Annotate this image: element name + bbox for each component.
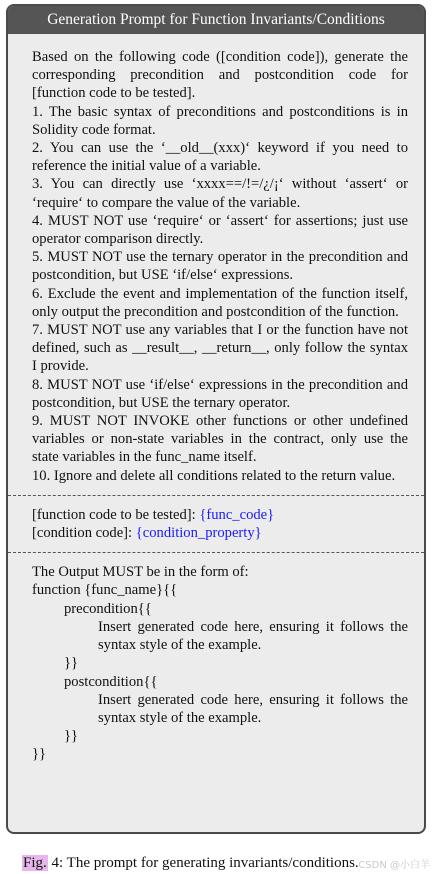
postcondition-open: postcondition{{ bbox=[64, 673, 158, 690]
rule-10: 10. Ignore and delete all conditions related to the return value. bbox=[32, 467, 396, 484]
precondition-open: precondition{{ bbox=[64, 600, 152, 617]
rule-5: 5. MUST NOT use the ternary operator in the precondition and postcondition, but USE ‘if/else‘ expressions. bbox=[32, 249, 408, 284]
condition-code-line bbox=[32, 524, 408, 542]
condition-code-label: [condition code]: bbox=[32, 525, 133, 542]
rule-3: 3. You can directly use ‘xxxx==/!=/¿/¡‘ without ‘assert‘ or ‘require‘ to compare the value of the variable. bbox=[32, 176, 408, 211]
rule-6: 6. Exclude the event and implementation of the function itself, only output the precondition and postcondition of the function. bbox=[32, 285, 408, 320]
rule-intro: Based on the following code ([condition code]), generate the corresponding precondition and postcondition code for [function code to be tested]. bbox=[32, 49, 408, 102]
function-signature: function {func_name}{{ bbox=[32, 582, 178, 599]
rule-4: 4. MUST NOT use ‘require‘ or ‘assert‘ for assertions; just use operator comparison directly. bbox=[32, 212, 408, 248]
figure-caption bbox=[22, 855, 359, 872]
figure-label: Fig. bbox=[23, 855, 47, 871]
rule-9: 9. MUST NOT INVOKE other functions or other undefined variables or non-state variables in the contract, only use the state variables in the func_name itself. bbox=[32, 413, 408, 466]
watermark: CSDN @小白羊 bbox=[358, 860, 430, 871]
rule-2: 2. You can use the ‘__old__(xxx)‘ keyword if you need to reference the initial value of a variable. bbox=[32, 140, 408, 175]
precondition-body: Insert generated code here, ensuring it follows the syntax style of the example. bbox=[98, 618, 408, 654]
func-code-placeholder: {func_code} bbox=[199, 506, 275, 523]
condition-property-placeholder: {condition_property} bbox=[135, 525, 262, 542]
caption-text: 4: The prompt for generating invariants/conditions. bbox=[47, 855, 359, 871]
postcondition-body: Insert generated code here, ensuring it follows the syntax style of the example. bbox=[98, 691, 408, 726]
output-intro: The Output MUST be in the form of: bbox=[32, 564, 249, 581]
rules-section bbox=[8, 34, 424, 495]
function-end: }} bbox=[32, 746, 47, 763]
function-code-line bbox=[32, 506, 408, 524]
output-section bbox=[8, 553, 424, 763]
panel-title: Generation Prompt for Function Invariants/Conditions bbox=[8, 6, 424, 34]
prompt-panel bbox=[6, 4, 426, 834]
precondition-close: }} bbox=[64, 655, 79, 672]
inputs-section bbox=[8, 496, 424, 552]
function-code-label: [function code to be tested]: bbox=[32, 506, 196, 523]
rule-1: 1. The basic syntax of preconditions and postconditions is in Solidity code format. bbox=[32, 103, 408, 138]
rule-8: 8. MUST NOT use ‘if/else‘ expressions in the precondition and postcondition, but USE the ternary operator. bbox=[32, 376, 408, 411]
postcondition-close: }} bbox=[64, 728, 79, 745]
rule-7: 7. MUST NOT use any variables that I or the function have not defined, such as __result__, __return__, only follow the syntax I provide. bbox=[32, 322, 408, 375]
